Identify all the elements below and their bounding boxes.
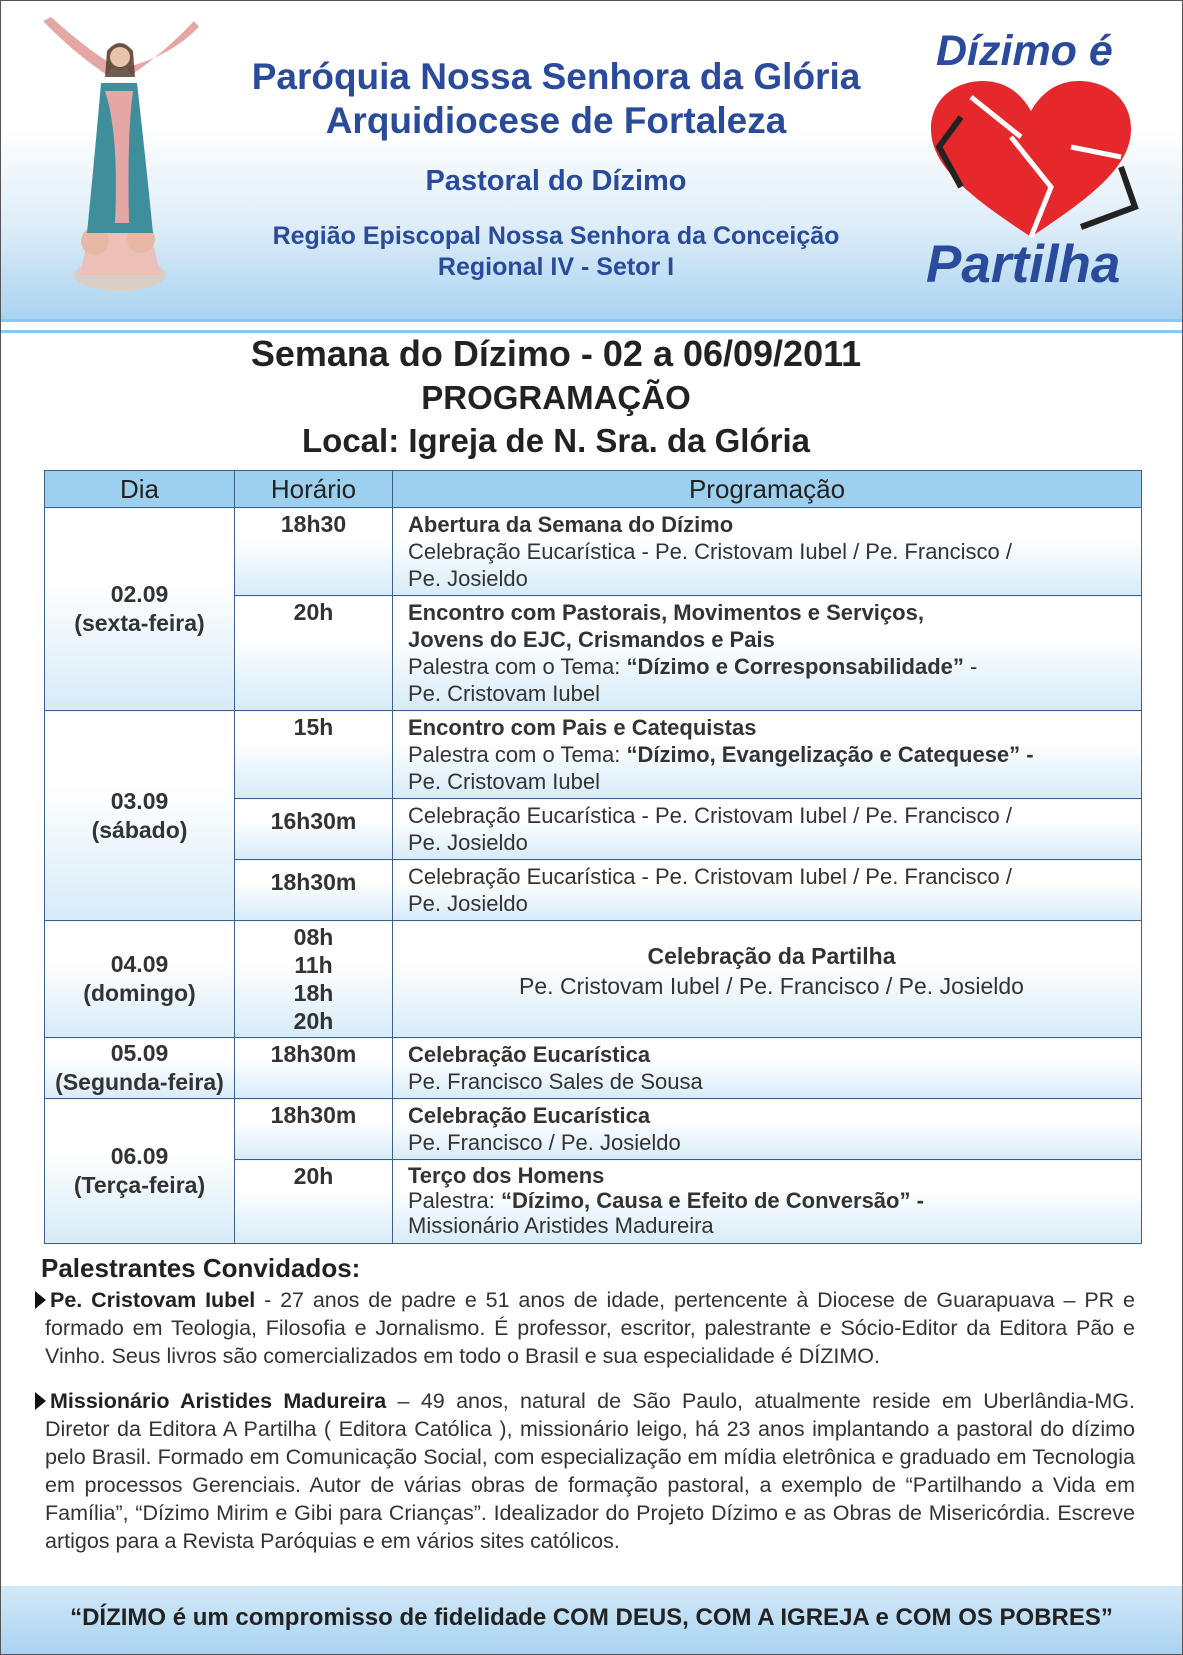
archdiocese-name: Arquidiocese de Fortaleza xyxy=(325,100,787,141)
bullet-arrow-icon xyxy=(35,1392,46,1410)
event-text: Palestra com o Tema: xyxy=(408,742,627,767)
broken-heart-logo-icon xyxy=(921,77,1141,247)
day-date: 04.09 xyxy=(110,951,169,977)
program-title: PROGRAMAÇÃO xyxy=(421,379,691,416)
episcopal-region: Região Episcopal Nossa Senhora da Conceição xyxy=(272,222,840,250)
event-title: Celebração Eucarística xyxy=(408,1042,651,1067)
event-line: Pe. Josieldo xyxy=(408,566,528,591)
event-theme: “Dízimo e Corresponsabilidade” xyxy=(626,654,964,679)
day-weekday: (sábado) xyxy=(91,816,188,843)
time-cell: 16h30m xyxy=(235,799,393,860)
time-cell: 18h30 xyxy=(235,508,393,596)
event-title: Abertura da Semana do Dízimo xyxy=(408,512,734,537)
day-date: 06.09 xyxy=(110,1143,169,1169)
time-cell: 18h30m xyxy=(235,1099,393,1160)
event-title: Encontro com Pais e Catequistas xyxy=(408,715,757,740)
program-cell xyxy=(393,1099,1142,1160)
program-cell xyxy=(393,1038,1142,1099)
day-cell xyxy=(45,711,235,921)
day-weekday: (sexta-feira) xyxy=(74,610,205,636)
event-title: Jovens do EJC, Crismandos e Pais xyxy=(408,627,775,652)
time-cell: 18h30m xyxy=(235,860,393,921)
event-title: Celebração da Partilha xyxy=(647,943,896,969)
event-line: Missionário Aristides Madureira xyxy=(408,1213,714,1238)
event-text: Palestra: xyxy=(408,1188,501,1213)
program-cell xyxy=(393,711,1142,799)
program-cell xyxy=(393,921,1142,1038)
table-row xyxy=(45,711,1142,799)
day-weekday: (domingo) xyxy=(83,980,196,1006)
table-header-row xyxy=(45,471,1142,508)
event-line: Pe. Josieldo xyxy=(408,830,528,855)
speaker-text: – 49 anos, natural de São Paulo, atualmente reside em Uberlândia-MG. Diretor da Editora A Partilha ( Editora Católica ), missionário leigo, há 23 anos implantando a pastoral do dízimo pelo Brasil. Formado em Comunicação Social, com especialização em mídia eletrônica e graduado em Tecnologia em processos Gerenciais. Autor de várias obras de formação pastoral, a exemplo de “Partilhando a Vida em Família”, “Dízimo Mirim e Gibi para Crianças”. Idealizador do Projeto Dízimo e as Obras de Misericórdia. Escreve artigos para a Revista Paróquias e em vários sites católicos. xyxy=(45,1389,1135,1553)
event-line: Pe. Cristovam Iubel xyxy=(408,681,600,706)
program-cell xyxy=(393,860,1142,921)
program-cell xyxy=(393,1160,1142,1244)
day-weekday: (Terça-feira) xyxy=(73,1172,206,1198)
speaker-name: Missionário Aristides Madureira xyxy=(50,1389,387,1413)
event-line: Pe. Cristovam Iubel xyxy=(408,769,600,794)
day-cell xyxy=(45,1038,235,1099)
table-row xyxy=(45,921,1142,1038)
event-line: Pe. Josieldo xyxy=(408,891,528,916)
time-cell: 20h xyxy=(235,1160,393,1244)
time-value: 08h xyxy=(293,924,334,950)
event-line: Pe. Francisco / Pe. Josieldo xyxy=(408,1130,681,1155)
event-title: Celebração Eucarística xyxy=(408,1103,651,1128)
event-line: Pe. Cristovam Iubel / Pe. Francisco / Pe. Josieldo xyxy=(519,973,1024,999)
speaker-bio xyxy=(45,1387,1135,1555)
event-text: Palestra com o Tema: xyxy=(408,654,627,679)
event-line: Celebração Eucarística - Pe. Cristovam Iubel / Pe. Francisco / xyxy=(408,864,1013,889)
bullet-arrow-icon xyxy=(35,1291,46,1309)
header-program: Programação xyxy=(393,471,1142,508)
header-divider xyxy=(1,319,1182,333)
logo-text-top: Dízimo é xyxy=(936,27,1113,75)
footer-quote: “DÍZIMO é um compromisso de fidelidade COM DEUS, COM A IGREJA e COM OS POBRES” xyxy=(70,1604,1113,1631)
saint-statue-image xyxy=(29,13,211,295)
time-cell: 20h xyxy=(235,596,393,711)
location-title: Local: Igreja de N. Sra. da Glória xyxy=(302,422,810,459)
regional-sector: Regional IV - Setor I xyxy=(437,253,675,281)
parish-name: Paróquia Nossa Senhora da Glória xyxy=(251,56,861,97)
schedule-table xyxy=(44,470,1142,1244)
week-title: Semana do Dízimo - 02 a 06/09/2011 xyxy=(250,333,862,374)
day-weekday: (Segunda-feira) xyxy=(55,1069,224,1095)
pastoral-name: Pastoral do Dízimo xyxy=(425,165,687,197)
event-line: Pe. Francisco Sales de Sousa xyxy=(408,1069,703,1094)
footer-banner xyxy=(1,1586,1182,1654)
header-banner xyxy=(1,1,1182,319)
day-date: 05.09 xyxy=(110,1040,169,1066)
day-date: 03.09 xyxy=(110,787,169,814)
table-row xyxy=(45,508,1142,596)
table-row xyxy=(45,1038,1142,1099)
event-theme: “Dízimo, Causa e Efeito de Conversão” - xyxy=(500,1188,924,1213)
time-value: 20h xyxy=(293,1008,334,1034)
logo-text-bottom: Partilha xyxy=(926,235,1121,294)
header-day: Dia xyxy=(45,471,235,508)
event-theme: “Dízimo, Evangelização e Catequese” - xyxy=(626,742,1034,767)
program-cell xyxy=(393,596,1142,711)
time-cell: 15h xyxy=(235,711,393,799)
time-value: 18h xyxy=(293,980,334,1006)
event-line: Celebração Eucarística - Pe. Cristovam Iubel / Pe. Francisco / xyxy=(408,539,1013,564)
speaker-name: Pe. Cristovam Iubel xyxy=(50,1288,256,1312)
day-date: 02.09 xyxy=(110,581,169,607)
event-title: Terço dos Homens xyxy=(408,1163,605,1188)
event-text: - xyxy=(963,654,978,679)
table-row xyxy=(45,1099,1142,1160)
program-cell xyxy=(393,799,1142,860)
event-line: Celebração Eucarística - Pe. Cristovam Iubel / Pe. Francisco / xyxy=(408,803,1013,828)
day-cell xyxy=(45,508,235,711)
time-value: 11h xyxy=(294,952,333,978)
speaker-text: - 27 anos de padre e 51 anos de idade, pertencente à Diocese de Guarapuava – PR e formado em Teologia, Filosofia e Jornalismo. É professor, escritor, palestrante e Sócio-Editor da Editora Pão e Vinho. Seus livros são comercializados em todo o Brasil e sua especialidade é DÍZIMO. xyxy=(45,1288,1135,1368)
speaker-bio xyxy=(45,1286,1135,1370)
header-time: Horário xyxy=(235,471,393,508)
day-cell xyxy=(45,921,235,1038)
event-title: Encontro com Pastorais, Movimentos e Serviços, xyxy=(408,600,924,625)
speakers-heading: Palestrantes Convidados: xyxy=(41,1253,361,1283)
day-cell xyxy=(45,1099,235,1244)
program-cell xyxy=(393,508,1142,596)
time-cell: 18h30m xyxy=(235,1038,393,1099)
time-cell xyxy=(235,921,393,1038)
